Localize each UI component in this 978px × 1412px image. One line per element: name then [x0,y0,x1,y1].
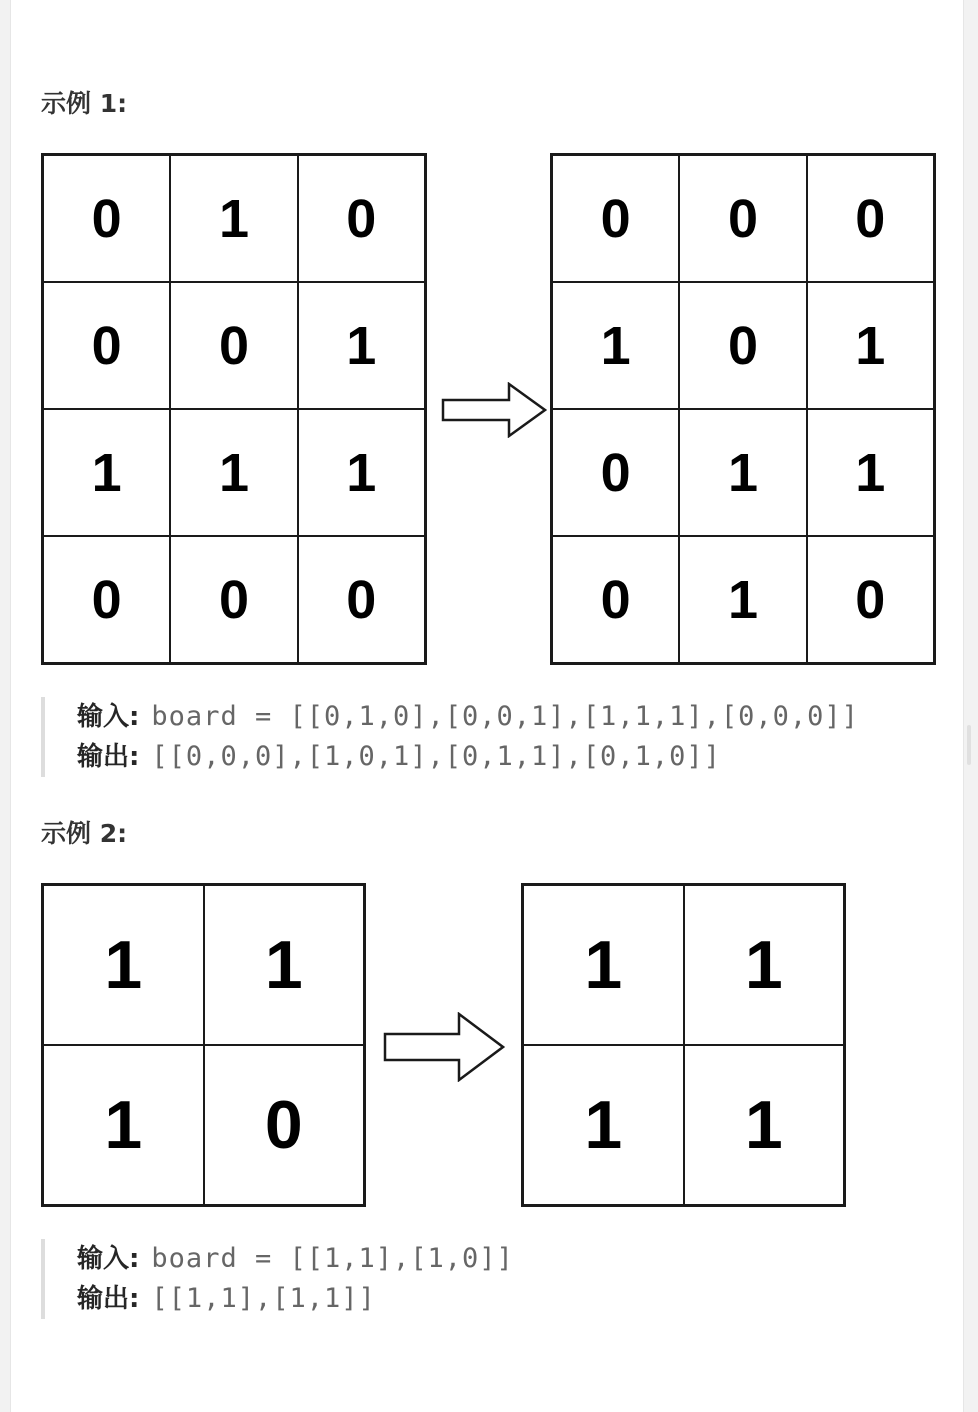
example-1-input-board [41,153,427,665]
example-2-input-board [41,883,366,1207]
right-arrow-icon [441,382,547,438]
output-label: 输出 [77,742,130,772]
board-cell: 1 [170,155,297,282]
board-cell: 1 [552,282,679,409]
example-1-output-board [550,153,936,665]
input-line [77,697,859,737]
scrollbar[interactable] [967,725,971,765]
right-arrow-icon [383,1012,505,1082]
board-cell: 1 [684,885,845,1045]
output-value: [[0,0,0],[1,0,1],[0,1,1],[0,1,0]] [151,741,721,772]
board-cell: 0 [679,155,806,282]
example-1-io [41,697,859,777]
board-cell: 0 [298,536,425,663]
board-cell: 0 [807,155,934,282]
board-cell: 1 [807,282,934,409]
example-2-heading: 示例 2: [41,819,128,848]
board-cell: 0 [43,536,170,663]
example-2-output-board [521,883,846,1207]
board-cell: 0 [43,155,170,282]
input-colon: : [129,1244,140,1274]
board-cell: 1 [298,409,425,536]
board-cell: 0 [552,155,679,282]
output-label: 输出 [77,1284,130,1314]
board-cell: 1 [679,409,806,536]
input-value: board = [[1,1],[1,0]] [151,1243,514,1274]
board-cell: 0 [43,282,170,409]
input-value: board = [[0,1,0],[0,0,1],[1,1,1],[0,0,0]] [151,701,859,732]
board-cell: 1 [807,409,934,536]
board-cell: 0 [679,282,806,409]
example-2-io [41,1239,514,1319]
board-cell: 1 [43,885,204,1045]
board-cell: 1 [298,282,425,409]
output-colon: : [129,742,140,772]
input-label: 输入 [77,1244,130,1274]
board-cell: 0 [552,409,679,536]
output-line [77,737,859,777]
board-cell: 1 [43,1045,204,1205]
problem-examples-page [10,0,964,1412]
output-colon: : [129,1284,140,1314]
board-cell: 1 [43,409,170,536]
output-value: [[1,1],[1,1]] [151,1283,376,1314]
board-cell: 0 [298,155,425,282]
board-cell: 1 [204,885,365,1045]
board-cell: 1 [679,536,806,663]
board-cell: 0 [807,536,934,663]
input-label: 输入 [77,702,130,732]
board-cell: 1 [523,885,684,1045]
input-line [77,1239,514,1279]
input-colon: : [129,702,140,732]
board-cell: 1 [684,1045,845,1205]
board-cell: 0 [170,536,297,663]
board-cell: 1 [523,1045,684,1205]
board-cell: 0 [170,282,297,409]
board-cell: 1 [170,409,297,536]
example-1-heading: 示例 1: [41,89,128,118]
output-line [77,1279,514,1319]
board-cell: 0 [552,536,679,663]
board-cell: 0 [204,1045,365,1205]
